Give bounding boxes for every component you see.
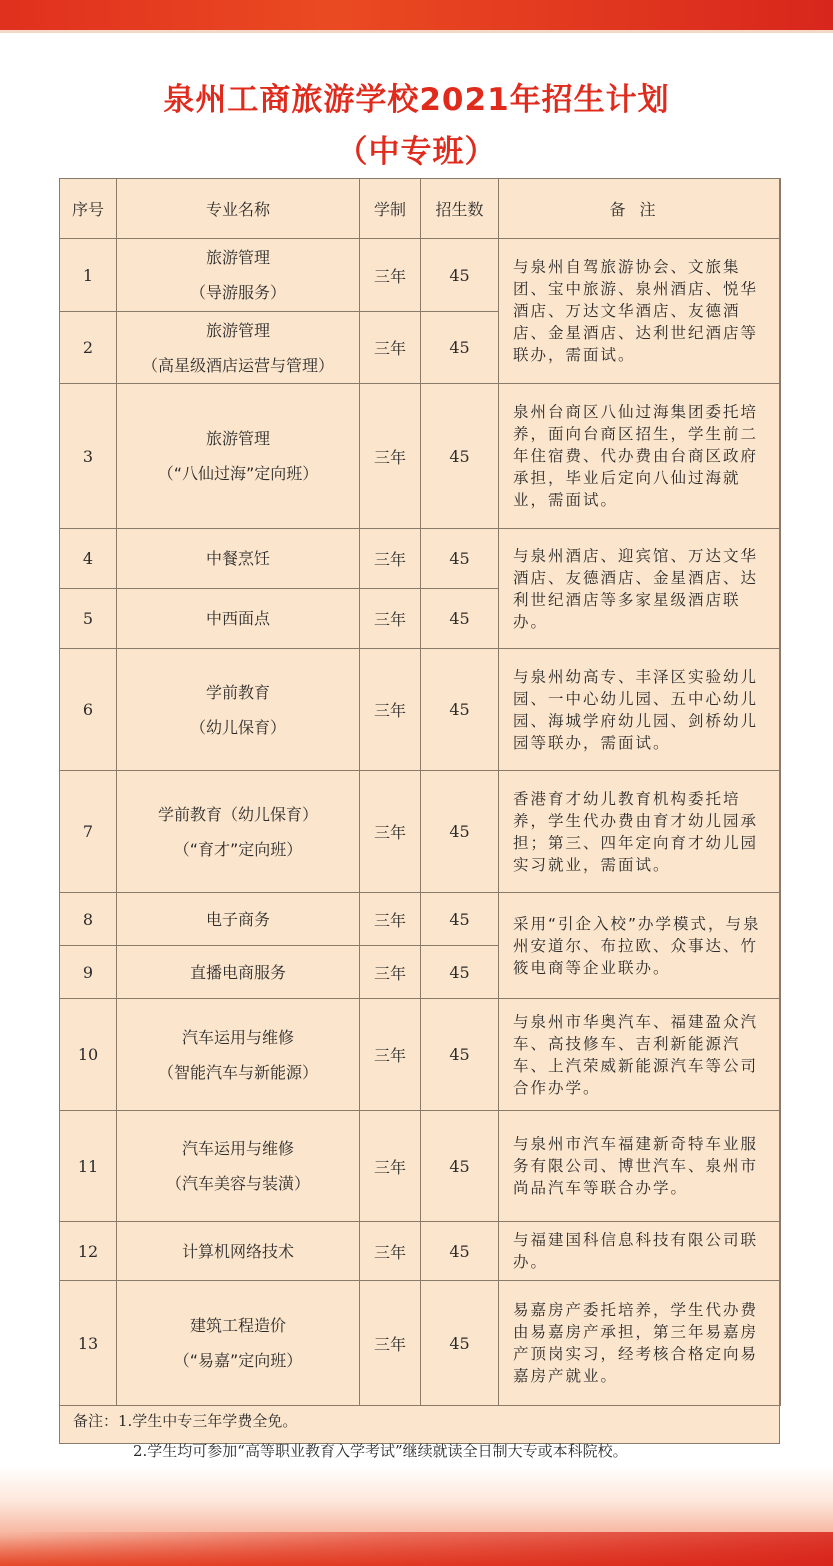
- duration: 三年: [360, 1281, 421, 1406]
- major-name-sub: （导游服务）: [189, 283, 286, 302]
- duration: 三年: [360, 529, 421, 589]
- duration: 三年: [360, 893, 421, 946]
- duration: 三年: [360, 312, 421, 384]
- enroll-count: 45: [421, 529, 499, 589]
- major-name: [117, 1281, 360, 1406]
- remarks-cell: 与泉州自驾旅游协会、文旅集团、宝中旅游、泉州酒店、悦华酒店、万达文华酒店、友德酒店、金星酒店、达利世纪酒店等联办，需面试。: [499, 239, 781, 384]
- major-name-sub: （“育才”定向班）: [173, 839, 303, 859]
- row-number: 10: [60, 999, 117, 1111]
- duration: 三年: [360, 384, 421, 529]
- major-name: [117, 239, 360, 312]
- table-row: [60, 1222, 781, 1281]
- top-red-band: [0, 0, 833, 30]
- enroll-count: 45: [421, 649, 499, 771]
- table-row: [60, 1111, 781, 1222]
- duration: 三年: [360, 589, 421, 649]
- enroll-count: 45: [421, 384, 499, 529]
- duration: 三年: [360, 239, 421, 312]
- major-name: [117, 1222, 360, 1281]
- major-name-main: 旅游管理: [205, 320, 270, 340]
- major-name: [117, 893, 360, 946]
- row-number: 9: [60, 946, 117, 999]
- major-name: [117, 384, 360, 529]
- enroll-count: 45: [421, 239, 499, 312]
- row-number: 3: [60, 384, 117, 529]
- page-title: 泉州工商旅游学校2021年招生计划: [163, 82, 670, 118]
- enroll-count: 45: [421, 771, 499, 893]
- table-row: [60, 999, 781, 1111]
- major-name-main: 学前教育（幼儿保育）: [157, 804, 318, 824]
- major-name-sub: （“八仙过海”定向班）: [157, 464, 319, 483]
- remarks-cell: 与泉州酒店、迎宾馆、万达文华酒店、友德酒店、金星酒店、达利世纪酒店等多家星级酒店联办。: [499, 529, 781, 649]
- duration: 三年: [360, 999, 421, 1111]
- table-row: [60, 893, 781, 946]
- remarks-cell: 与泉州幼高专、丰泽区实验幼儿园、一中心幼儿园、五中心幼儿园、海城学府幼儿园、剑桥幼儿园等联办，需面试。: [499, 649, 781, 771]
- remarks-cell: 泉州台商区八仙过海集团委托培养，面向台商区招生，学生前二年住宿费、代办费由台商区政府承担，毕业后定向八仙过海就业，需面试。: [499, 384, 781, 529]
- enroll-count: 45: [421, 893, 499, 946]
- row-number: 12: [60, 1222, 117, 1281]
- enroll-count: 45: [421, 312, 499, 384]
- table-row: [60, 1281, 781, 1406]
- remarks-cell: 香港育才幼儿教育机构委托培养，学生代办费由育才幼儿园承担；第三、四年定向育才幼儿园实习就业，需面试。: [499, 771, 781, 893]
- major-name-main: 电子商务: [205, 909, 270, 929]
- major-name-main: 旅游管理: [205, 429, 270, 448]
- row-number: 5: [60, 589, 117, 649]
- major-name: [117, 946, 360, 999]
- page-subtitle: （中专班）: [336, 134, 497, 170]
- major-name: [117, 312, 360, 384]
- enroll-count: 45: [421, 999, 499, 1111]
- row-number: 8: [60, 893, 117, 946]
- remarks-cell: 与福建国科信息科技有限公司联办。: [499, 1222, 781, 1281]
- table-header-row: [60, 179, 781, 239]
- duration: 三年: [360, 946, 421, 999]
- footnote-line-1: 备注：1.学生中专三年学费全免。: [73, 1412, 298, 1430]
- major-name: [117, 529, 360, 589]
- header-remarks: 备注: [499, 179, 781, 239]
- duration: 三年: [360, 649, 421, 771]
- enroll-count: 45: [421, 946, 499, 999]
- major-name-main: 旅游管理: [205, 248, 270, 267]
- table-row: [60, 529, 781, 589]
- major-name: [117, 771, 360, 893]
- bottom-decorative-band: [0, 1466, 833, 1566]
- major-name-main: 学前教育: [205, 682, 270, 702]
- major-name-sub: （汽车美容与装潢）: [165, 1174, 310, 1193]
- enroll-count: 45: [421, 1281, 499, 1406]
- remarks-cell: 与泉州市汽车福建新奇特车业服务有限公司、博世汽车、泉州市尚品汽车等联合办学。: [499, 1111, 781, 1222]
- header-duration: 学制: [360, 179, 421, 239]
- major-name-sub: （“易嘉”定向班）: [173, 1351, 303, 1370]
- remarks-cell: 采用“引企入校”办学模式，与泉州安道尔、布拉欧、众事达、竹筱电商等企业联办。: [499, 893, 781, 999]
- row-number: 7: [60, 771, 117, 893]
- major-name-main: 中西面点: [205, 609, 270, 628]
- duration: 三年: [360, 1111, 421, 1222]
- row-number: 4: [60, 529, 117, 589]
- table-row: [60, 771, 781, 893]
- enroll-count: 45: [421, 1111, 499, 1222]
- row-number: 13: [60, 1281, 117, 1406]
- major-name: [117, 999, 360, 1111]
- row-number: 1: [60, 239, 117, 312]
- enroll-count: 45: [421, 1222, 499, 1281]
- row-number: 6: [60, 649, 117, 771]
- table-row: [60, 239, 781, 312]
- major-name-sub: （智能汽车与新能源）: [157, 1062, 318, 1082]
- row-number: 11: [60, 1111, 117, 1222]
- major-name-sub: （幼儿保育）: [189, 717, 286, 737]
- footnote-line-2: 2.学生均可参加“高等职业教育入学考试”继续就读全日制大专或本科院校。: [133, 1442, 628, 1460]
- enrollment-table: [59, 178, 781, 1406]
- major-name-main: 建筑工程造价: [189, 1316, 286, 1335]
- enroll-count: 45: [421, 589, 499, 649]
- duration: 三年: [360, 771, 421, 893]
- header-no: 序号: [60, 179, 117, 239]
- major-name-main: 计算机网络技术: [181, 1241, 294, 1261]
- major-name: [117, 589, 360, 649]
- header-major: 专业名称: [117, 179, 360, 239]
- major-name-main: 直播电商服务: [189, 962, 286, 982]
- row-number: 2: [60, 312, 117, 384]
- major-name-main: 汽车运用与维修: [181, 1139, 294, 1158]
- major-name: [117, 649, 360, 771]
- remarks-cell: 与泉州市华奥汽车、福建盈众汽车、高技修车、吉利新能源汽车、上汽荣威新能源汽车等公司合作办学。: [499, 999, 781, 1111]
- major-name: [117, 1111, 360, 1222]
- major-name-main: 中餐烹饪: [205, 549, 270, 568]
- major-name-main: 汽车运用与维修: [181, 1027, 294, 1047]
- duration: 三年: [360, 1222, 421, 1281]
- table-row: [60, 384, 781, 529]
- table-row: [60, 649, 781, 771]
- header-enroll: 招生数: [421, 179, 499, 239]
- remarks-cell: 易嘉房产委托培养，学生代办费由易嘉房产承担，第三年易嘉房产顶岗实习，经考核合格定向易嘉房产就业。: [499, 1281, 781, 1406]
- major-name-sub: （高星级酒店运营与管理）: [141, 355, 334, 375]
